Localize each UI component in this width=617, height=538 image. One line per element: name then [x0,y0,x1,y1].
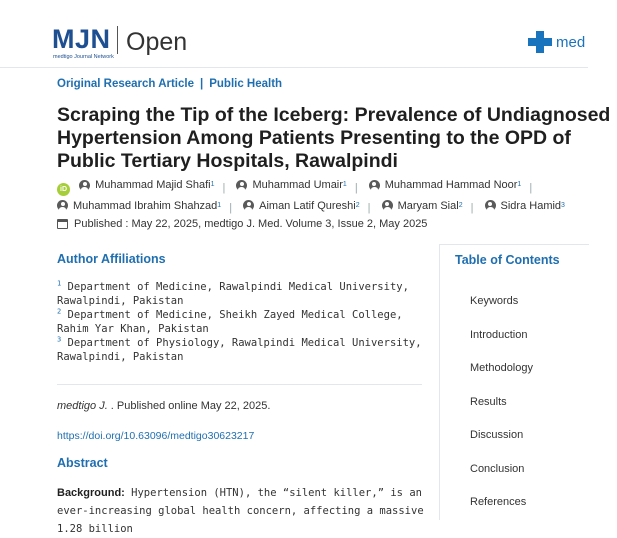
affiliations-list [57,280,422,364]
author-name: Muhammad Majid Shafi [95,179,211,191]
published-text: Published : May 22, 2025, medtigo J. Med. Volume 3, Issue 2, May 2025 [74,218,428,230]
author-name: Sidra Hamid [500,199,562,212]
author-name: Muhammad Ibrahim Shahzad [73,199,218,212]
brand-text: med [556,33,586,51]
journal-name: medtigo J. [57,400,108,412]
author-name: Muhammad Hammad Noor [384,179,518,191]
author-item[interactable]: Maryam Sial 2 [382,197,463,215]
citation-text: . Published online May 22, 2025. [107,400,271,412]
author-name: Maryam Sial [397,199,459,212]
author-list: iD Muhammad Majid Shafi 1 | Muhammad Umair 1 | Muhammad Hammad Noor 1 | Muhammad Ibrahim Shahzad 1 | Aiman Latif Qureshi 2 | Maryam Sial 2 | Sidra Hamid 3 [57,176,617,217]
toc-item-conclusion[interactable]: Conclusion [470,462,525,475]
toc-item-discussion[interactable]: Discussion [470,429,524,441]
abstract-text [57,484,427,538]
calendar-icon [57,219,68,229]
breadcrumb [57,78,282,90]
person-icon [369,180,380,191]
person-icon [485,200,496,211]
author-item[interactable]: Muhammad Majid Shafi 1 [79,176,214,194]
logo-mjn-text: MJN [52,24,111,54]
author-item[interactable]: Muhammad Hammad Noor 1 [369,176,522,194]
logo-subtitle: medtigo Journal Network [53,54,114,60]
affiliation-item: $^2$ Department of Medicine, Sheikh Zayed Medical College, Rahim Yar Khan, Pakistan [57,307,403,335]
affiliation-item: $^1$ Department of Medicine, Rawalpindi Medical University, Rawalpindi, Pakistan [57,279,409,307]
medical-cross-icon [528,31,552,53]
site-header [0,0,588,68]
article-title: Scraping the Tip of the Iceberg: Prevalence of Undiagnosed Hypertension Among Patients Presenting to the OPD of Public Tertiary Hospitals, Rawalpindi [57,104,611,172]
abstract-heading: Abstract [57,456,108,470]
author-name: Aiman Latif Qureshi [259,199,356,212]
abstract-label: Background: [57,487,125,499]
person-icon [243,200,254,211]
publication-info [57,218,427,230]
person-icon [57,200,68,211]
author-name: Muhammad Umair [252,179,343,191]
toc-item-keywords[interactable]: Keywords [470,295,519,307]
toc-item-results[interactable]: Results [470,395,507,408]
doi-link[interactable]: https://doi.org/10.63096/medtigo30623217 [57,430,255,442]
affiliation-item: $^3$ Department of Physiology, Rawalpindi Medical University, Rawalpindi, Pakistan [57,335,422,363]
abstract-body: Hypertension (HTN), the “silent killer,” is an ever-increasing global health concern, affecting a massive 1.28 billion [57,487,424,535]
affiliations-section [57,252,422,364]
section-divider [57,384,422,385]
person-icon [79,180,90,191]
toc-item-introduction[interactable]: Introduction [470,328,528,341]
toc-divider [440,244,589,245]
toc-list [470,294,533,529]
toc-item-references[interactable]: References [470,496,527,508]
logo-open-text: Open [126,28,188,56]
author-item[interactable]: Sidra Hamid 3 [485,197,565,215]
logo-divider [117,26,119,54]
table-of-contents [439,244,588,520]
category-link[interactable]: Public Health [209,78,283,90]
author-item[interactable]: Muhammad Ibrahim Shahzad 1 [57,197,221,215]
toc-item-methodology[interactable]: Methodology [470,362,533,374]
person-icon [382,200,393,211]
breadcrumb-separator: | [200,78,204,90]
author-item[interactable]: Aiman Latif Qureshi 2 [243,197,360,215]
citation-line [57,400,270,412]
author-item[interactable]: Muhammad Umair 1 [236,176,346,194]
toc-title: Table of Contents [455,253,560,267]
article-type-link[interactable]: Original Research Article [57,78,194,90]
mjn-open-logo[interactable] [52,24,188,60]
medtigo-brand-logo[interactable] [528,31,585,53]
affiliations-heading: Author Affiliations [57,252,166,266]
person-icon [236,180,247,191]
orcid-icon[interactable]: iD [57,183,70,196]
